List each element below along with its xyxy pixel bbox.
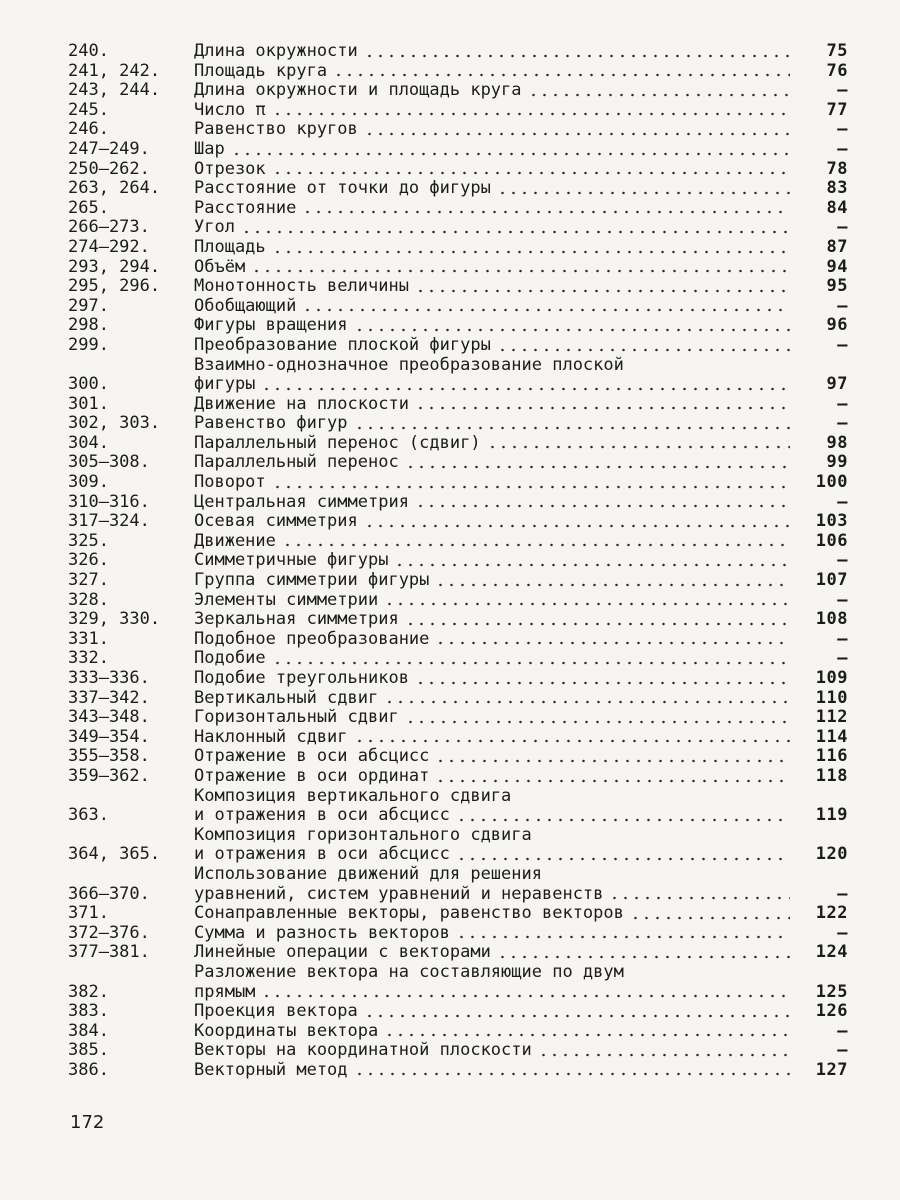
toc-entry (68, 218, 848, 238)
entry-title-line: Композиция горизонтального сдвига (194, 824, 532, 845)
dot-leader (384, 602, 790, 606)
entry-title-text: Подобное преобразование (194, 629, 430, 649)
entry-number: 243, 244. (68, 80, 161, 101)
dot-leader (364, 132, 790, 136)
entry-number: 383. (68, 1001, 109, 1022)
toc-entry (68, 904, 848, 924)
entry-title (194, 336, 794, 356)
entry-number: 263, 264. (68, 178, 161, 199)
toc-entry (68, 649, 848, 669)
entry-title (194, 160, 794, 180)
entry-title (194, 218, 794, 238)
entry-page: — (837, 119, 848, 140)
entry-title (194, 747, 794, 767)
entry-title (194, 120, 794, 140)
entry-page: 77 (826, 99, 848, 120)
entry-title (194, 1002, 794, 1022)
entry-number: 363. (68, 805, 109, 826)
entry-title (194, 199, 794, 219)
dot-leader (497, 191, 790, 195)
entry-page: — (837, 589, 848, 610)
entry-title (194, 728, 794, 748)
entry-title-text: Наклонный сдвиг (194, 727, 348, 747)
entry-number: 355—358. (68, 746, 150, 767)
dot-leader (405, 622, 790, 626)
entry-page: — (837, 883, 848, 904)
toc-entry (68, 787, 848, 826)
toc-entry (68, 356, 848, 395)
dot-leader (497, 348, 790, 352)
toc-entry (68, 277, 848, 297)
toc-entry (68, 1022, 848, 1042)
toc-entry (68, 747, 848, 767)
entry-title (194, 963, 794, 1002)
dot-leader (261, 994, 790, 998)
dot-leader (435, 779, 790, 783)
entry-number: 337—342. (68, 687, 150, 708)
toc-entry (68, 826, 848, 865)
entry-title-text: Векторный метод (194, 1060, 348, 1080)
entry-title-line: и отражения в оси абсцисс (194, 806, 450, 826)
dot-leader (364, 1014, 790, 1018)
entry-title-text: Проекция вектора (194, 1002, 358, 1022)
dot-leader (456, 935, 790, 939)
entry-page: 124 (815, 942, 848, 963)
dot-leader (415, 289, 790, 293)
entry-title-text: Площадь (194, 237, 266, 257)
dot-leader (261, 387, 790, 391)
toc-entry (68, 924, 848, 944)
entry-title (194, 179, 794, 199)
entry-number: 310—316. (68, 491, 150, 512)
toc-entry (68, 767, 848, 787)
entry-number: 359—362. (68, 765, 150, 786)
toc-entry (68, 571, 848, 591)
dot-leader (272, 485, 790, 489)
entry-title (194, 316, 794, 336)
entry-page: 87 (826, 236, 848, 257)
entry-number: 328. (68, 589, 109, 610)
entry-title-text: Площадь круга (194, 61, 328, 81)
entry-number: 247—249. (68, 138, 150, 159)
entry-number: 382. (68, 981, 109, 1002)
entry-page: 126 (815, 1001, 848, 1022)
entry-title-text: Центральная симметрия (194, 492, 409, 512)
toc-entry (68, 1002, 848, 1022)
entry-title (194, 434, 794, 454)
dot-leader (630, 916, 790, 920)
entry-title (194, 1041, 794, 1061)
toc-entry (68, 551, 848, 571)
dot-leader (384, 700, 790, 704)
entry-page: 94 (826, 256, 848, 277)
entry-title-text: Осевая симметрия (194, 512, 358, 532)
entry-page: 125 (815, 981, 848, 1002)
entry-page: 118 (815, 765, 848, 786)
entry-number: 325. (68, 530, 109, 551)
entry-page: — (837, 550, 848, 571)
entry-title-line: Использование движений для решения (194, 863, 542, 884)
entry-number: 377—381. (68, 942, 150, 963)
dot-leader (497, 955, 790, 959)
entry-title (194, 904, 794, 924)
dot-leader (302, 308, 790, 312)
entry-title-line: Разложение вектора на составляющие по двум (194, 961, 624, 982)
toc-entry (68, 316, 848, 336)
dot-leader (405, 720, 790, 724)
entry-title (194, 395, 794, 415)
entry-title-text: Отражение в оси абсцисс (194, 747, 430, 767)
entry-page: 127 (815, 1059, 848, 1080)
entry-number: 343—348. (68, 707, 150, 728)
dot-leader (282, 543, 790, 547)
entry-title (194, 101, 794, 121)
entry-title (194, 453, 794, 473)
entry-number: 327. (68, 570, 109, 591)
entry-page: 112 (815, 707, 848, 728)
entry-title-text: Длина окружности (194, 42, 358, 61)
entry-title-text: Обобщающий (194, 296, 297, 316)
page-number: 172 (70, 1112, 105, 1133)
toc-entry (68, 669, 848, 689)
entry-page: 114 (815, 726, 848, 747)
entry-number: 304. (68, 432, 109, 453)
toc-entry (68, 160, 848, 180)
entry-title-text: Монотонность величины (194, 277, 409, 297)
entry-title-text: Элементы симметрии (194, 590, 379, 610)
entry-page: — (837, 628, 848, 649)
entry-page: 76 (826, 60, 848, 81)
entry-page: 108 (815, 609, 848, 630)
toc-entry (68, 865, 848, 904)
entry-number: 331. (68, 628, 109, 649)
entry-page: 100 (815, 472, 848, 493)
entry-title-text: Преобразование плоской фигуры (194, 335, 491, 355)
toc-entry (68, 238, 848, 258)
entry-title-line: Взаимно-однозначное преобразование плоской (194, 354, 624, 375)
entry-title (194, 865, 794, 904)
entry-title (194, 649, 794, 669)
entry-number: 265. (68, 197, 109, 218)
dot-leader (415, 406, 790, 410)
entry-title-text: Линейные операции с векторами (194, 943, 491, 963)
entry-title-line: и отражения в оси абсцисс (194, 845, 450, 865)
entry-page: — (837, 648, 848, 669)
entry-page: 106 (815, 530, 848, 551)
entry-title-text: Объём (194, 257, 246, 277)
dot-leader (272, 661, 790, 665)
entry-title-line: Композиция вертикального сдвига (194, 785, 512, 806)
dot-leader (415, 504, 790, 508)
entry-title-line: фигуры (194, 375, 256, 395)
entry-title-text: Движение (194, 531, 276, 551)
entry-page: 107 (815, 570, 848, 591)
toc-entry (68, 610, 848, 630)
entry-page: — (837, 1040, 848, 1061)
dot-leader (354, 426, 790, 430)
entry-page: 75 (826, 41, 848, 61)
entry-page: 78 (826, 158, 848, 179)
entry-number: 240. (68, 41, 109, 61)
entry-title-text: Движение на плоскости (194, 394, 409, 414)
toc-entry (68, 199, 848, 219)
entry-title-text: Горизонтальный сдвиг (194, 708, 399, 728)
entry-number: 297. (68, 295, 109, 316)
entry-number: 299. (68, 334, 109, 355)
dot-leader (251, 269, 790, 273)
entry-title-text: Длина окружности и площадь круга (194, 81, 522, 101)
entry-title-text: Параллельный перенос (194, 453, 399, 473)
toc-entry (68, 532, 848, 552)
dot-leader (364, 524, 790, 528)
entry-title (194, 630, 794, 650)
entry-page: — (837, 413, 848, 434)
dot-leader (272, 250, 790, 254)
entry-title-text: Равенство фигур (194, 414, 348, 434)
entry-title (194, 277, 794, 297)
table-of-contents (68, 42, 848, 1080)
entry-page: 109 (815, 668, 848, 688)
toc-entry (68, 179, 848, 199)
dot-leader (415, 681, 790, 685)
toc-entry (68, 42, 848, 62)
entry-title (194, 238, 794, 258)
dot-leader (354, 328, 790, 332)
entry-number: 266—273. (68, 217, 150, 238)
entry-title (194, 512, 794, 532)
dot-leader (538, 1053, 790, 1057)
entry-number: 298. (68, 315, 109, 336)
dot-leader (231, 152, 790, 156)
entry-number: 305—308. (68, 452, 150, 473)
toc-entry (68, 963, 848, 1002)
toc-entry (68, 336, 848, 356)
entry-title-text: Расстояние (194, 198, 297, 218)
entry-title-text: Равенство кругов (194, 120, 358, 140)
entry-number: 245. (68, 99, 109, 120)
entry-title-text: Вертикальный сдвиг (194, 688, 379, 708)
dot-leader (333, 73, 790, 77)
dot-leader (384, 1033, 790, 1037)
dot-leader (272, 112, 790, 116)
entry-page: 98 (826, 432, 848, 453)
entry-number: 246. (68, 119, 109, 140)
entry-number: 241, 242. (68, 60, 161, 81)
entry-title-text: Сумма и разность векторов (194, 923, 450, 943)
entry-title (194, 42, 794, 62)
entry-page: 103 (815, 511, 848, 532)
entry-title-text: Угол (194, 218, 235, 238)
toc-entry (68, 414, 848, 434)
entry-number: 349—354. (68, 726, 150, 747)
entry-number: 364, 365. (68, 844, 161, 865)
entry-title (194, 140, 794, 160)
entry-title-text: Сонаправленные векторы, равенство векторов (194, 904, 624, 924)
entry-number: 332. (68, 648, 109, 669)
entry-page: 119 (815, 805, 848, 826)
entry-title (194, 551, 794, 571)
entry-page: — (837, 334, 848, 355)
entry-page: — (837, 1020, 848, 1041)
entry-number: 372—376. (68, 922, 150, 943)
dot-leader (435, 641, 790, 645)
entry-title-text: Подобие (194, 649, 266, 669)
dot-leader (354, 739, 790, 743)
entry-title-text: Параллельный перенос (сдвиг) (194, 433, 481, 453)
entry-number: 317—324. (68, 511, 150, 532)
dot-leader (302, 210, 790, 214)
toc-entry (68, 258, 848, 278)
entry-page: — (837, 295, 848, 316)
entry-number: 250—262. (68, 158, 150, 179)
entry-title-text: Фигуры вращения (194, 316, 348, 336)
entry-title (194, 591, 794, 611)
dot-leader (487, 445, 790, 449)
entry-title (194, 1022, 794, 1042)
dot-leader (456, 857, 790, 861)
entry-title (194, 532, 794, 552)
dot-leader (394, 563, 790, 567)
entry-title-text: Подобие треугольников (194, 669, 409, 688)
entry-number: 329, 330. (68, 609, 161, 630)
entry-title (194, 258, 794, 278)
entry-title-text: Координаты вектора (194, 1021, 379, 1041)
entry-title (194, 81, 794, 101)
entry-title-text: Поворот (194, 473, 266, 493)
entry-page: 83 (826, 178, 848, 199)
entry-number: 384. (68, 1020, 109, 1041)
toc-entry (68, 708, 848, 728)
entry-page: — (837, 393, 848, 414)
entry-title (194, 1061, 794, 1081)
entry-title (194, 571, 794, 591)
entry-number: 371. (68, 903, 109, 924)
dot-leader (528, 93, 790, 97)
entry-page: — (837, 217, 848, 238)
entry-title-text: Векторы на координатной плоскости (194, 1041, 532, 1061)
toc-entry (68, 140, 848, 160)
entry-page: 110 (815, 687, 848, 708)
dot-leader (456, 818, 790, 822)
entry-number: 295, 296. (68, 276, 161, 297)
entry-page: 120 (815, 844, 848, 865)
dot-leader (609, 896, 790, 900)
entry-number: 301. (68, 393, 109, 414)
entry-page: 99 (826, 452, 848, 473)
dot-leader (364, 54, 790, 58)
toc-entry (68, 81, 848, 101)
entry-number: 300. (68, 374, 109, 395)
entry-number: 385. (68, 1040, 109, 1061)
dot-leader (405, 465, 790, 469)
toc-entry (68, 395, 848, 415)
toc-entry (68, 62, 848, 82)
entry-page: — (837, 491, 848, 512)
dot-leader (435, 583, 790, 587)
entry-title (194, 62, 794, 82)
entry-number: 274—292. (68, 236, 150, 257)
entry-title (194, 767, 794, 787)
entry-title (194, 924, 794, 944)
entry-number: 386. (68, 1059, 109, 1080)
entry-number: 302, 303. (68, 413, 161, 434)
toc-entry (68, 493, 848, 513)
entry-title (194, 943, 794, 963)
entry-title (194, 356, 794, 395)
dot-leader (272, 171, 790, 175)
toc-entry (68, 512, 848, 532)
toc-entry (68, 728, 848, 748)
entry-title-text: Зеркальная симметрия (194, 610, 399, 630)
entry-title-text: Отрезок (194, 159, 266, 179)
toc-entry (68, 473, 848, 493)
entry-title-text: Группа симметрии фигуры (194, 571, 430, 591)
entry-number: 326. (68, 550, 109, 571)
toc-entry (68, 297, 848, 317)
entry-title (194, 669, 794, 689)
entry-page: 116 (815, 746, 848, 767)
toc-entry (68, 591, 848, 611)
dot-leader (241, 230, 790, 234)
entry-title (194, 610, 794, 630)
entry-page: 95 (826, 276, 848, 297)
toc-entry (68, 1041, 848, 1061)
entry-title (194, 473, 794, 493)
dot-leader (435, 759, 790, 763)
entry-page: — (837, 80, 848, 101)
entry-number: 293, 294. (68, 256, 161, 277)
entry-title (194, 689, 794, 709)
entry-page: 84 (826, 197, 848, 218)
entry-title-text: Число π (194, 100, 266, 120)
entry-page: — (837, 138, 848, 159)
toc-entry (68, 630, 848, 650)
entry-page: 97 (826, 374, 848, 395)
toc-entry (68, 943, 848, 963)
toc-entry (68, 101, 848, 121)
toc-entry (68, 453, 848, 473)
entry-title-text: Расстояние от точки до фигуры (194, 179, 491, 199)
entry-title (194, 708, 794, 728)
toc-entry (68, 120, 848, 140)
entry-title (194, 297, 794, 317)
entry-title (194, 826, 794, 865)
entry-page: — (837, 922, 848, 943)
dot-leader (354, 1072, 790, 1076)
entry-number: 309. (68, 472, 109, 493)
entry-number: 333—336. (68, 668, 150, 688)
toc-entry (68, 434, 848, 454)
entry-page: 122 (815, 903, 848, 924)
entry-title-line: уравнений, систем уравнений и неравенств (194, 884, 604, 904)
entry-title (194, 414, 794, 434)
entry-title (194, 787, 794, 826)
entry-number: 366—370. (68, 883, 150, 904)
toc-entry (68, 1061, 848, 1081)
entry-title-text: Шар (194, 139, 225, 159)
entry-page: 96 (826, 315, 848, 336)
entry-title-text: Симметричные фигуры (194, 551, 389, 571)
entry-title (194, 493, 794, 513)
toc-entry (68, 689, 848, 709)
entry-title-text: Отражение в оси ординат (194, 766, 430, 786)
entry-title-line: прямым (194, 982, 256, 1002)
